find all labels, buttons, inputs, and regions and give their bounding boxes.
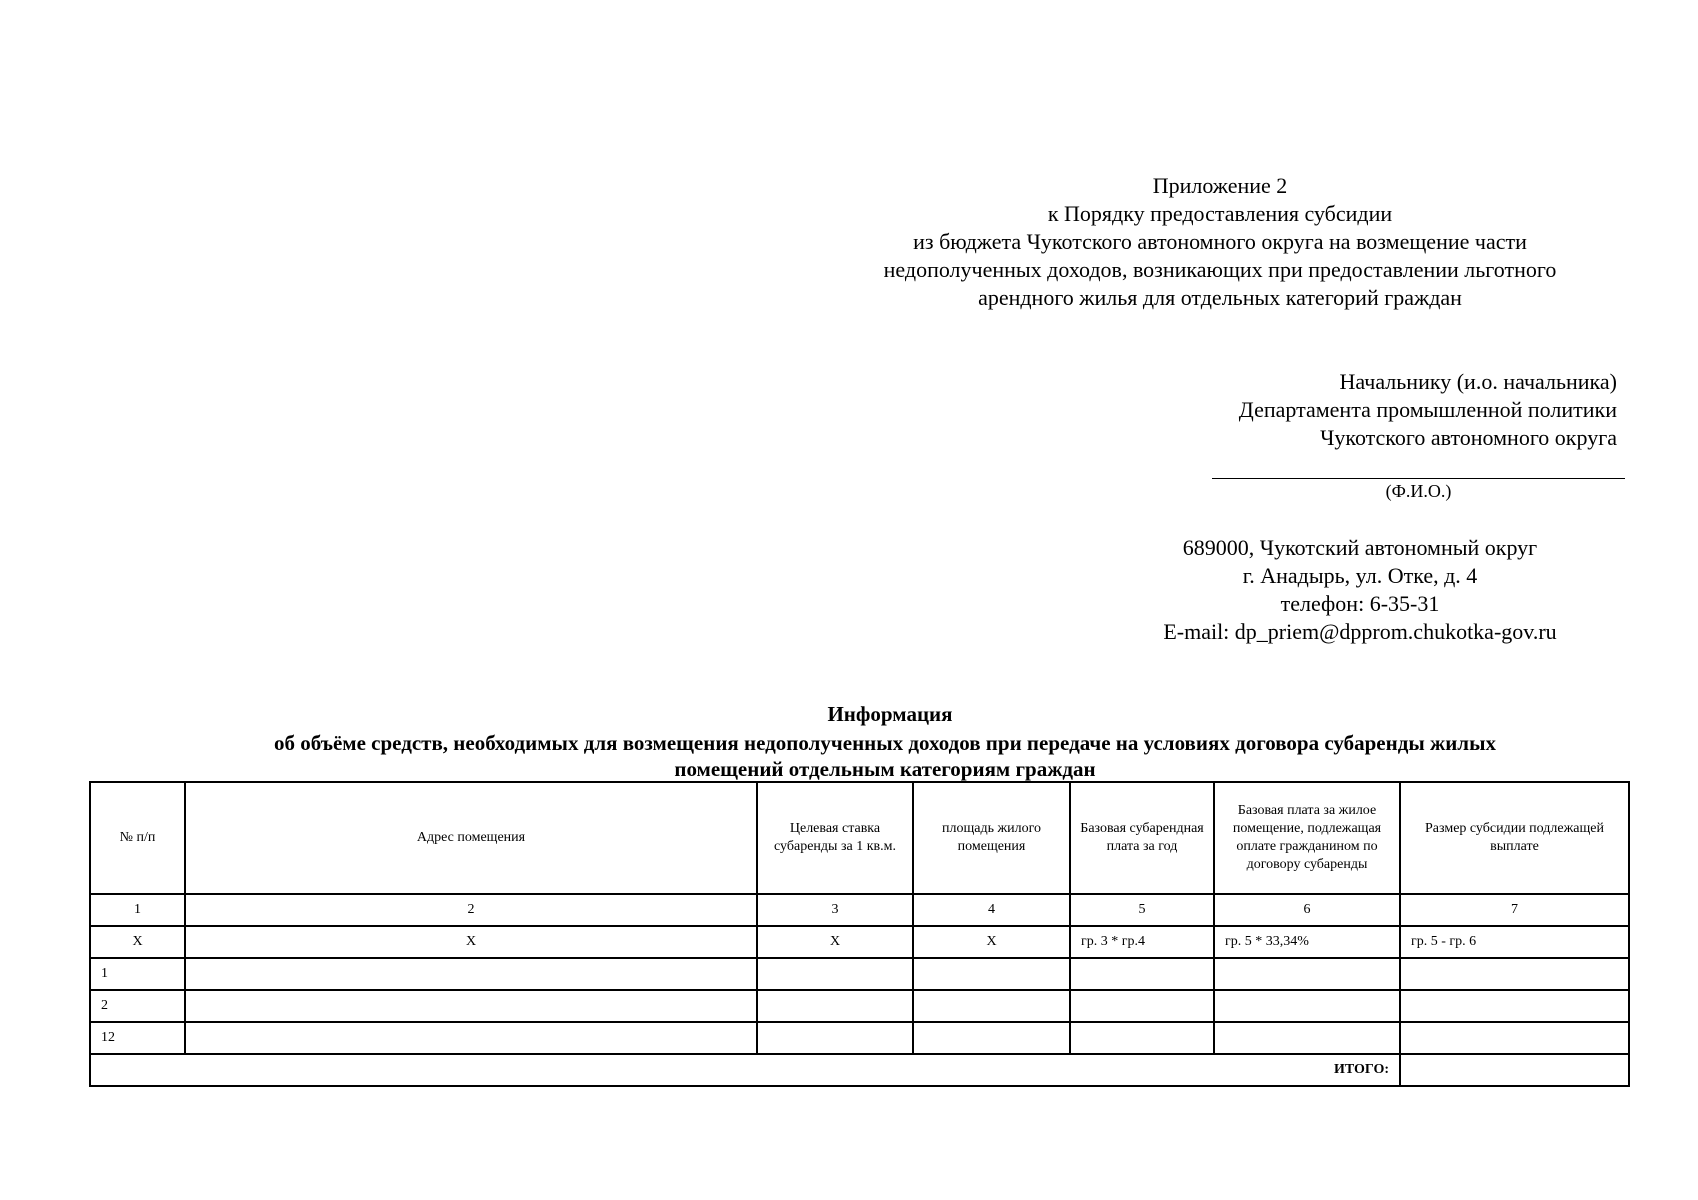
column-number-cell: 5 [1070,894,1214,926]
column-number-cell: 4 [913,894,1070,926]
total-value-cell[interactable] [1400,1054,1629,1086]
header-cell: Базовая субарендная плата за год [1070,782,1214,894]
table-cell[interactable] [1070,990,1214,1022]
formula-cell: Х [757,926,913,958]
appendix-line: Приложение 2 [1152,173,1288,198]
column-number-cell: 6 [1214,894,1400,926]
formula-cell: Х [185,926,757,958]
addressee-line: Начальнику (и.о. начальника) [1339,369,1617,394]
formula-cell: гр. 5 * 33,34% [1214,926,1400,958]
document-subtitle-line: помещений отдельным категориям граждан [674,757,1096,781]
table-cell[interactable] [757,990,913,1022]
table-cell[interactable] [913,1022,1070,1054]
table-cell[interactable] [1070,1022,1214,1054]
table-cell[interactable] [1400,1022,1629,1054]
table-cell[interactable] [185,990,757,1022]
addressee-line: Департамента промышленной политики [1238,397,1617,422]
contact-address: 689000, Чукотский автономный округ [1182,535,1538,560]
column-number-cell: 1 [90,894,185,926]
total-row [90,1054,1629,1086]
appendix-line: к Порядку предоставления субсидии [1047,201,1393,226]
table-cell[interactable] [1400,958,1629,990]
formula-row [90,926,1629,958]
table-row [90,990,1629,1022]
column-number-row [90,894,1629,926]
total-label: ИТОГО: [90,1054,1400,1086]
header-cell: № п/п [90,782,185,894]
row-number-cell: 1 [90,958,185,990]
header-cell: Адрес помещения [185,782,757,894]
table-row [90,1022,1629,1054]
table-cell[interactable] [913,990,1070,1022]
header-cell: Целевая ставка субаренды за 1 кв.м. [757,782,913,894]
table-cell[interactable] [1070,958,1214,990]
table-cell[interactable] [913,958,1070,990]
appendix-line: из бюджета Чукотского автономного округа на возмещение части [913,229,1527,254]
info-table [89,781,1630,1087]
table-cell[interactable] [757,958,913,990]
header-cell: Базовая плата за жилое помещение, подлежащая оплате гражданином по договору субаренды [1214,782,1400,894]
appendix-line: недополученных доходов, возникающих при предоставлении льготного [883,257,1557,282]
table-cell[interactable] [757,1022,913,1054]
signature-line [1212,478,1625,479]
addressee-block [1239,368,1617,452]
document-subtitle-line: об объёме средств, необходимых для возмещения недополученных доходов при передаче на условиях договора субаренды жилых [274,731,1496,755]
row-number-cell: 2 [90,990,185,1022]
formula-cell: Х [913,926,1070,958]
table-cell[interactable] [185,1022,757,1054]
column-number-cell: 7 [1400,894,1629,926]
document-title: Информация [827,702,953,726]
table-cell[interactable] [1214,958,1400,990]
formula-cell: Х [90,926,185,958]
formula-cell: гр. 3 * гр.4 [1070,926,1214,958]
contacts-block [1120,534,1600,646]
row-number-cell: 12 [90,1022,185,1054]
contact-phone: телефон: 6-35-31 [1280,591,1440,616]
appendix-line: арендного жилья для отдельных категорий граждан [978,285,1462,310]
column-number-cell: 3 [757,894,913,926]
appendix-block [820,172,1620,312]
table-header-row [90,782,1629,894]
header-cell: площадь жилого помещения [913,782,1070,894]
document-subtitle [90,730,1680,782]
column-number-cell: 2 [185,894,757,926]
table-cell[interactable] [1400,990,1629,1022]
formula-cell: гр. 5 - гр. 6 [1400,926,1629,958]
signature-caption: (Ф.И.О.) [1385,481,1452,501]
header-cell: Размер субсидии подлежащей выплате [1400,782,1629,894]
table-row [90,958,1629,990]
contact-email: E-mail: dp_priem@dpprom.chukotka-gov.ru [1163,619,1557,644]
addressee-line: Чукотского автономного округа [1320,425,1617,450]
contact-city: г. Анадырь, ул. Отке, д. 4 [1242,563,1478,588]
table-cell[interactable] [185,958,757,990]
table-cell[interactable] [1214,1022,1400,1054]
table-cell[interactable] [1214,990,1400,1022]
